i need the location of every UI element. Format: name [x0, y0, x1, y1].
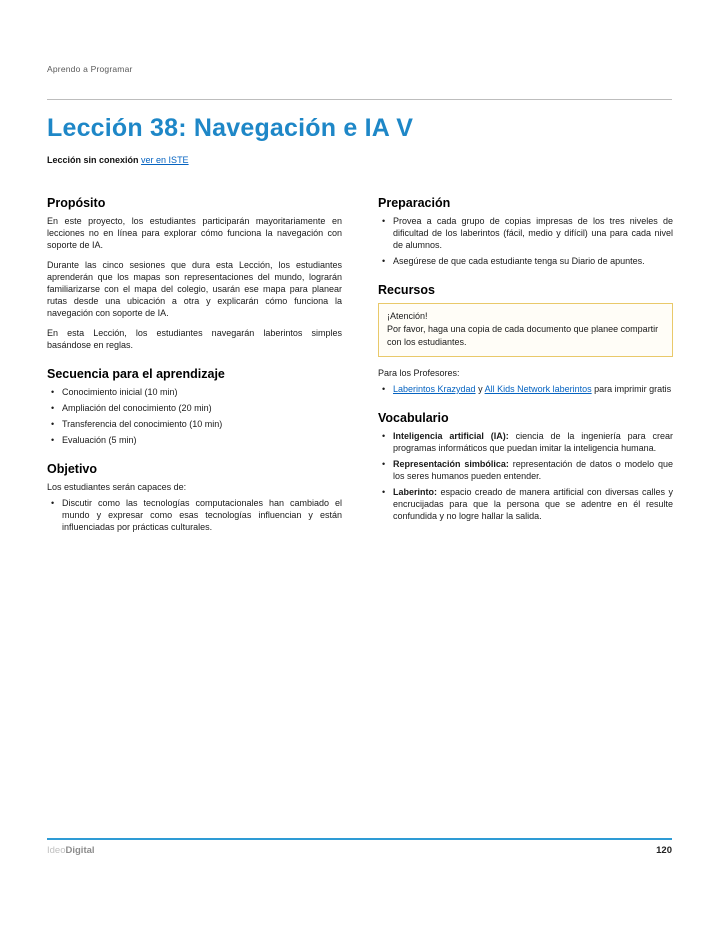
attention-box — [378, 303, 673, 357]
vocab-term: Inteligencia artificial (IA): — [393, 430, 509, 441]
footer-divider — [47, 838, 672, 840]
vocab-definition: representación de datos o modelo que los seres humanos pueden entender. — [393, 458, 673, 481]
objetivo-list — [47, 498, 342, 534]
footer-brand-light: Ideo — [47, 845, 66, 856]
link-suffix: para imprimir gratis — [594, 384, 672, 395]
list-item-text: Evaluación (5 min) — [62, 434, 137, 445]
list-item — [378, 216, 673, 252]
list-item-text: Transferencia del conocimiento (10 min) — [62, 418, 223, 429]
left-column — [47, 196, 342, 548]
page-title: Lección 38: Navegación e IA V — [47, 114, 414, 142]
recursos-heading: Recursos — [378, 282, 435, 297]
list-item-text: Provea a cada grupo de copias impresas de los tres niveles de dificultad de los laberintos (fácil, medio y difícil) una para cada nivel de alumnos. — [393, 216, 673, 250]
objetivo-heading: Objetivo — [47, 461, 98, 476]
vocab-term: Laberinto: — [393, 486, 437, 497]
link-joiner: y — [478, 384, 483, 395]
attention-body: Por favor, haga una copia de cada documento que planee compartir con los estudiantes. — [387, 323, 659, 347]
footer — [47, 845, 672, 856]
vocab-definition: ciencia de la ingeniería para crear programas informáticos que puedan imitar la inteligencia humana. — [393, 430, 673, 453]
list-item-text: Asegúrese de que cada estudiante tenga su Diario de apuntes. — [393, 255, 645, 266]
proposito-heading: Propósito — [47, 196, 106, 210]
list-item — [47, 403, 342, 415]
all-kids-network-link[interactable]: All Kids Network laberintos — [484, 384, 592, 395]
list-item — [47, 387, 342, 399]
preparacion-list — [378, 216, 673, 268]
list-item-text: Discutir como las tecnologías computacionales han cambiado el mundo y expresar como esas tecnologías influencian y están influenciadas por prácticas culturales. — [62, 497, 342, 532]
secuencia-heading: Secuencia para el aprendizaje — [47, 366, 225, 381]
header-divider — [47, 99, 672, 100]
list-item — [47, 435, 342, 447]
list-item-text: Ampliación del conocimiento (20 min) — [62, 402, 212, 413]
vocab-definition: espacio creado de manera artificial con diversas calles y encrucijadas para que la persona que se adentre en él resulte confundida y no logre hallar la salida. — [393, 486, 673, 521]
section-vocabulario — [378, 411, 673, 523]
proposito-paragraph-3: En esta Lección, los estudiantes navegarán laberintos simples basándose en reglas. — [47, 327, 342, 350]
section-preparacion — [378, 196, 673, 268]
two-column-layout — [47, 196, 673, 548]
list-item — [378, 431, 673, 455]
recursos-list — [378, 384, 673, 396]
laberintos-krazydad-link[interactable]: Laberintos Krazydad — [393, 384, 476, 395]
profesores-label: Para los Profesores: — [378, 368, 460, 379]
footer-brand-bold: Digital — [65, 845, 95, 856]
objetivo-intro: Los estudiantes serán capaces de: — [47, 481, 187, 492]
section-secuencia — [47, 367, 342, 447]
list-item — [47, 419, 342, 431]
section-recursos — [378, 283, 673, 396]
vocab-term: Representación simbólica: — [393, 458, 509, 469]
subtitle-label: Lección sin conexión — [47, 155, 139, 165]
list-item — [378, 384, 673, 396]
proposito-paragraph-2: Durante las cinco sesiones que dura esta Lección, los estudiantes aprenderán que los mapas son representaciones del mundo, lograrán familiarizarse con el mapa del colegio, usarán ese mapa para planear rutas desde una ubicación a otra y explicarán cómo funciona la navegación con soporte de IA. — [47, 259, 342, 318]
vocabulario-list — [378, 431, 673, 523]
ver-en-iste-link[interactable]: ver en ISTE — [141, 155, 189, 165]
header-brand: Aprendo a Programar — [47, 64, 133, 74]
list-item — [47, 498, 342, 534]
preparacion-heading: Preparación — [378, 196, 451, 210]
lesson-subtitle — [47, 155, 672, 165]
section-proposito — [47, 196, 342, 352]
title-block — [47, 114, 672, 165]
page-number: 120 — [656, 845, 672, 856]
section-objetivo — [47, 462, 342, 534]
list-item — [378, 459, 673, 483]
footer-brand — [47, 845, 95, 856]
proposito-paragraph-1: En este proyecto, los estudiantes participarán mayoritariamente en lecciones no en línea para explorar cómo funciona la navegación con soporte de IA. — [47, 216, 342, 250]
attention-title: ¡Atención! — [387, 310, 428, 321]
list-item-text: Conocimiento inicial (10 min) — [62, 386, 178, 397]
vocabulario-heading: Vocabulario — [378, 410, 449, 425]
right-column — [378, 196, 673, 548]
secuencia-list — [47, 387, 342, 447]
list-item — [378, 487, 673, 523]
list-item — [378, 256, 673, 268]
